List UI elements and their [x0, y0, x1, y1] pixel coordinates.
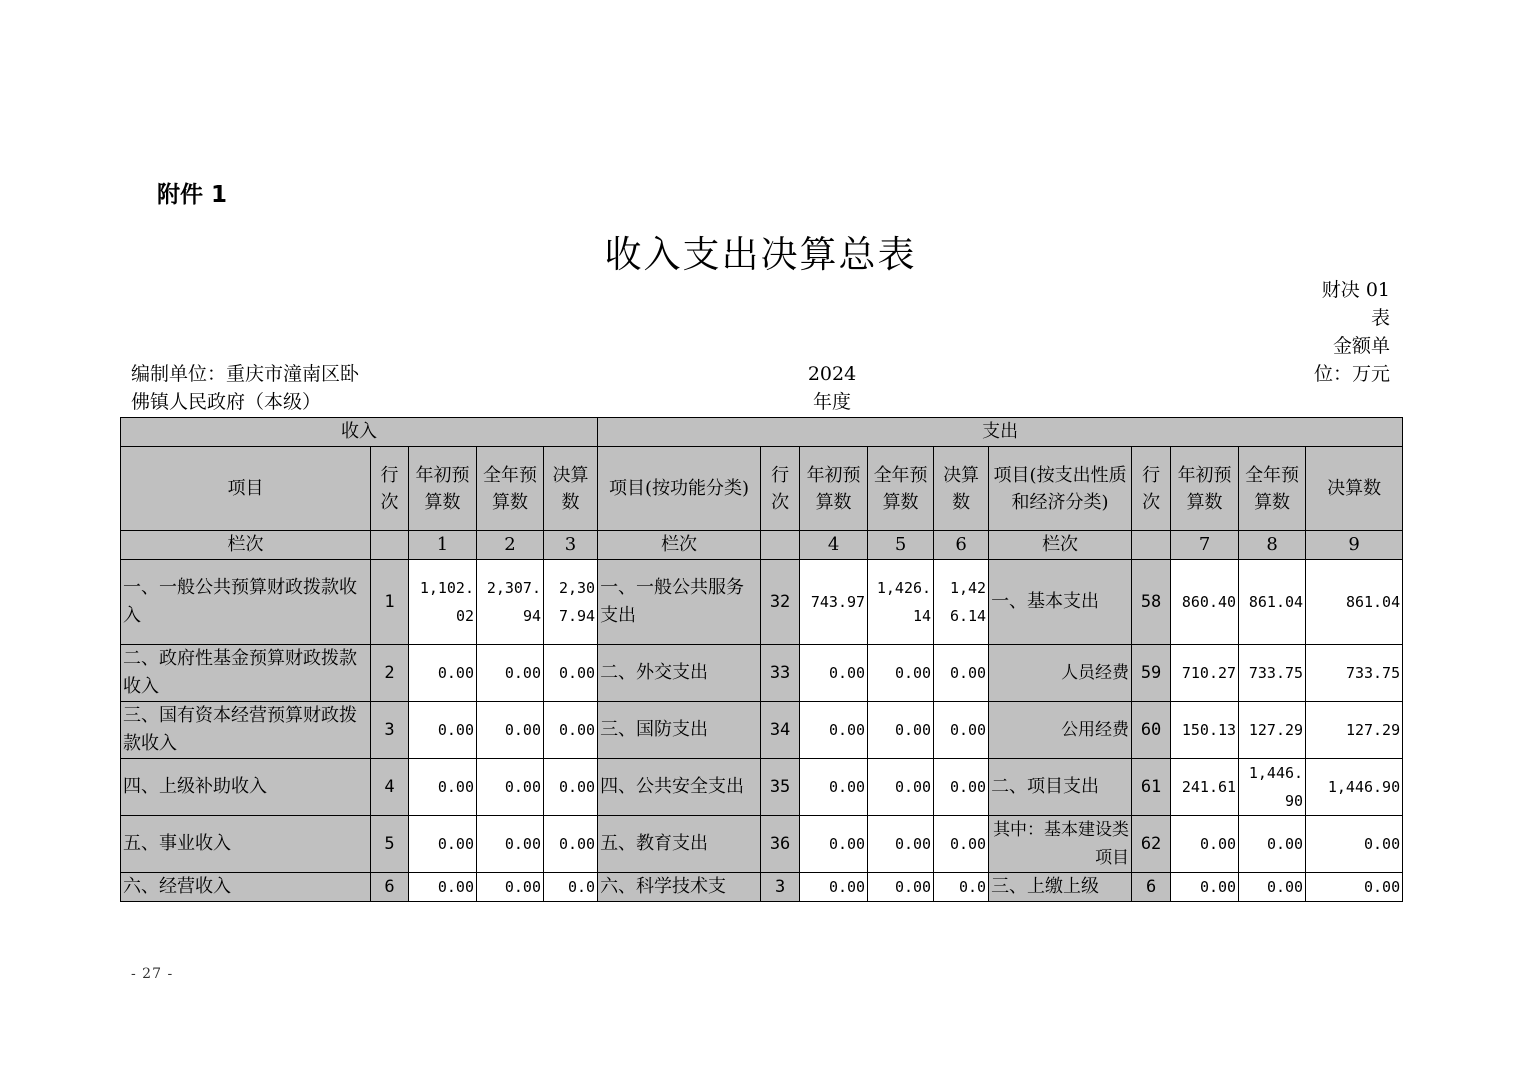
function-initial: 0.00: [800, 759, 868, 816]
col-row: 行次: [761, 447, 800, 531]
economic-item: 公用经费: [989, 702, 1132, 759]
function-item: 一、一般公共服务支出: [598, 560, 761, 645]
income-full: 0.00: [477, 759, 544, 816]
col-final: 决算数: [934, 447, 989, 531]
col-initial-budget: 年初预算数: [409, 447, 477, 531]
col-index-7: 7: [1171, 531, 1239, 560]
income-row-no: 1: [371, 560, 409, 645]
compiling-unit: 编制单位：重庆市潼南区卧佛镇人民政府（本级）: [131, 363, 360, 413]
col-index-4: 4: [800, 531, 868, 560]
economic-final: 733.75: [1306, 645, 1403, 702]
form-code-and-unit: [1300, 276, 1390, 388]
col-full-budget: 全年预算数: [868, 447, 934, 531]
col-index-1: 1: [409, 531, 477, 560]
income-row-no: 4: [371, 759, 409, 816]
function-final: 0.0: [934, 873, 989, 902]
summary-table: [120, 417, 1403, 902]
col-index-5: 5: [868, 531, 934, 560]
col-initial-budget: 年初预算数: [1171, 447, 1239, 531]
function-row-no: 32: [761, 560, 800, 645]
col-index-8: 8: [1239, 531, 1306, 560]
col-item: 项目: [121, 447, 371, 531]
function-final: 0.00: [934, 702, 989, 759]
income-final: 0.00: [544, 702, 598, 759]
col-item-economic: 项目(按支出性质和经济分类): [989, 447, 1132, 531]
income-initial: 0.00: [409, 816, 477, 873]
income-initial: 0.00: [409, 645, 477, 702]
economic-row-no: 60: [1132, 702, 1171, 759]
function-full: 0.00: [868, 645, 934, 702]
function-item: 三、国防支出: [598, 702, 761, 759]
function-final: 0.00: [934, 759, 989, 816]
economic-row-no: 58: [1132, 560, 1171, 645]
col-index-label: 栏次: [121, 531, 371, 560]
function-row-no: 33: [761, 645, 800, 702]
table-row: [121, 560, 1403, 645]
function-row-no: 36: [761, 816, 800, 873]
income-item: 一、一般公共预算财政拨款收入: [121, 560, 371, 645]
function-initial: 0.00: [800, 816, 868, 873]
income-item: 二、政府性基金预算财政拨款收入: [121, 645, 371, 702]
economic-final: 0.00: [1306, 873, 1403, 902]
col-index-6: 6: [934, 531, 989, 560]
economic-full: 861.04: [1239, 560, 1306, 645]
income-full: 0.00: [477, 873, 544, 902]
function-item: 六、科学技术支: [598, 873, 761, 902]
economic-initial: 241.61: [1171, 759, 1239, 816]
economic-full: 1,446.90: [1239, 759, 1306, 816]
col-index-label: 栏次: [989, 531, 1132, 560]
table-row: [121, 645, 1403, 702]
income-initial: 0.00: [409, 759, 477, 816]
income-final: 0.00: [544, 816, 598, 873]
income-item: 五、事业收入: [121, 816, 371, 873]
page-number: - 27 -: [131, 966, 174, 982]
col-index-9: 9: [1306, 531, 1403, 560]
economic-final: 0.00: [1306, 816, 1403, 873]
economic-row-no: 61: [1132, 759, 1171, 816]
economic-row-no: 59: [1132, 645, 1171, 702]
col-index-blank: [1132, 531, 1171, 560]
economic-initial: 0.00: [1171, 816, 1239, 873]
function-row-no: 34: [761, 702, 800, 759]
income-row-no: 6: [371, 873, 409, 902]
income-full: 2,307.94: [477, 560, 544, 645]
economic-full: 0.00: [1239, 816, 1306, 873]
economic-row-no: 62: [1132, 816, 1171, 873]
income-full: 0.00: [477, 645, 544, 702]
function-item: 四、公共安全支出: [598, 759, 761, 816]
economic-initial: 710.27: [1171, 645, 1239, 702]
economic-item: 其中：基本建设类项目: [989, 816, 1132, 873]
economic-full: 733.75: [1239, 645, 1306, 702]
function-full: 0.00: [868, 873, 934, 902]
fiscal-year: 2024 年度: [807, 363, 857, 413]
economic-final: 861.04: [1306, 560, 1403, 645]
economic-item: 人员经费: [989, 645, 1132, 702]
table-row: [121, 873, 1403, 902]
economic-initial: 150.13: [1171, 702, 1239, 759]
economic-final: 1,446.90: [1306, 759, 1403, 816]
function-full: 0.00: [868, 759, 934, 816]
function-full: 1,426.14: [868, 560, 934, 645]
income-initial: 0.00: [409, 702, 477, 759]
income-final: 2,307.94: [544, 560, 598, 645]
function-item: 二、外交支出: [598, 645, 761, 702]
function-row-no: 35: [761, 759, 800, 816]
table-row: [121, 816, 1403, 873]
form-code: 财决 01 表: [1321, 279, 1390, 329]
col-final-last: 决算数: [1306, 447, 1403, 531]
col-full-budget: 全年预算数: [477, 447, 544, 531]
col-index-3: 3: [544, 531, 598, 560]
col-index-blank: [761, 531, 800, 560]
page-title: 收入支出决算总表: [604, 233, 917, 276]
col-item-function: 项目(按功能分类): [598, 447, 761, 531]
income-full: 0.00: [477, 816, 544, 873]
economic-item: 二、项目支出: [989, 759, 1132, 816]
amount-unit: 金额单位：万元: [1313, 335, 1390, 385]
table-row: [121, 702, 1403, 759]
function-final: 0.00: [934, 816, 989, 873]
function-full: 0.00: [868, 702, 934, 759]
col-row: 行次: [371, 447, 409, 531]
col-index-blank: [371, 531, 409, 560]
economic-initial: 0.00: [1171, 873, 1239, 902]
col-full-budget: 全年预算数: [1239, 447, 1306, 531]
income-initial: 0.00: [409, 873, 477, 902]
col-initial-budget: 年初预算数: [800, 447, 868, 531]
economic-full: 127.29: [1239, 702, 1306, 759]
col-row: 行次: [1132, 447, 1171, 531]
col-index-2: 2: [477, 531, 544, 560]
function-initial: 743.97: [800, 560, 868, 645]
income-final: 0.00: [544, 759, 598, 816]
income-item: 四、上级补助收入: [121, 759, 371, 816]
economic-full: 0.00: [1239, 873, 1306, 902]
income-full: 0.00: [477, 702, 544, 759]
economic-initial: 860.40: [1171, 560, 1239, 645]
income-initial: 1,102.02: [409, 560, 477, 645]
income-row-no: 3: [371, 702, 409, 759]
function-item: 五、教育支出: [598, 816, 761, 873]
economic-row-no: 6: [1132, 873, 1171, 902]
economic-item: 一、基本支出: [989, 560, 1132, 645]
economic-item: 三、上缴上级: [989, 873, 1132, 902]
function-final: 0.00: [934, 645, 989, 702]
col-final: 决算数: [544, 447, 598, 531]
income-final: 0.0: [544, 873, 598, 902]
function-initial: 0.00: [800, 873, 868, 902]
function-initial: 0.00: [800, 645, 868, 702]
function-full: 0.00: [868, 816, 934, 873]
expense-header: 支出: [598, 418, 1403, 447]
function-final: 1,426.14: [934, 560, 989, 645]
economic-final: 127.29: [1306, 702, 1403, 759]
income-row-no: 5: [371, 816, 409, 873]
function-initial: 0.00: [800, 702, 868, 759]
income-item: 六、经营收入: [121, 873, 371, 902]
col-index-label: 栏次: [598, 531, 761, 560]
income-item: 三、国有资本经营预算财政拨款收入: [121, 702, 371, 759]
income-row-no: 2: [371, 645, 409, 702]
attachment-label: 附件 1: [157, 182, 228, 208]
income-header: 收入: [121, 418, 598, 447]
table-row: [121, 759, 1403, 816]
income-final: 0.00: [544, 645, 598, 702]
function-row-no: 3: [761, 873, 800, 902]
